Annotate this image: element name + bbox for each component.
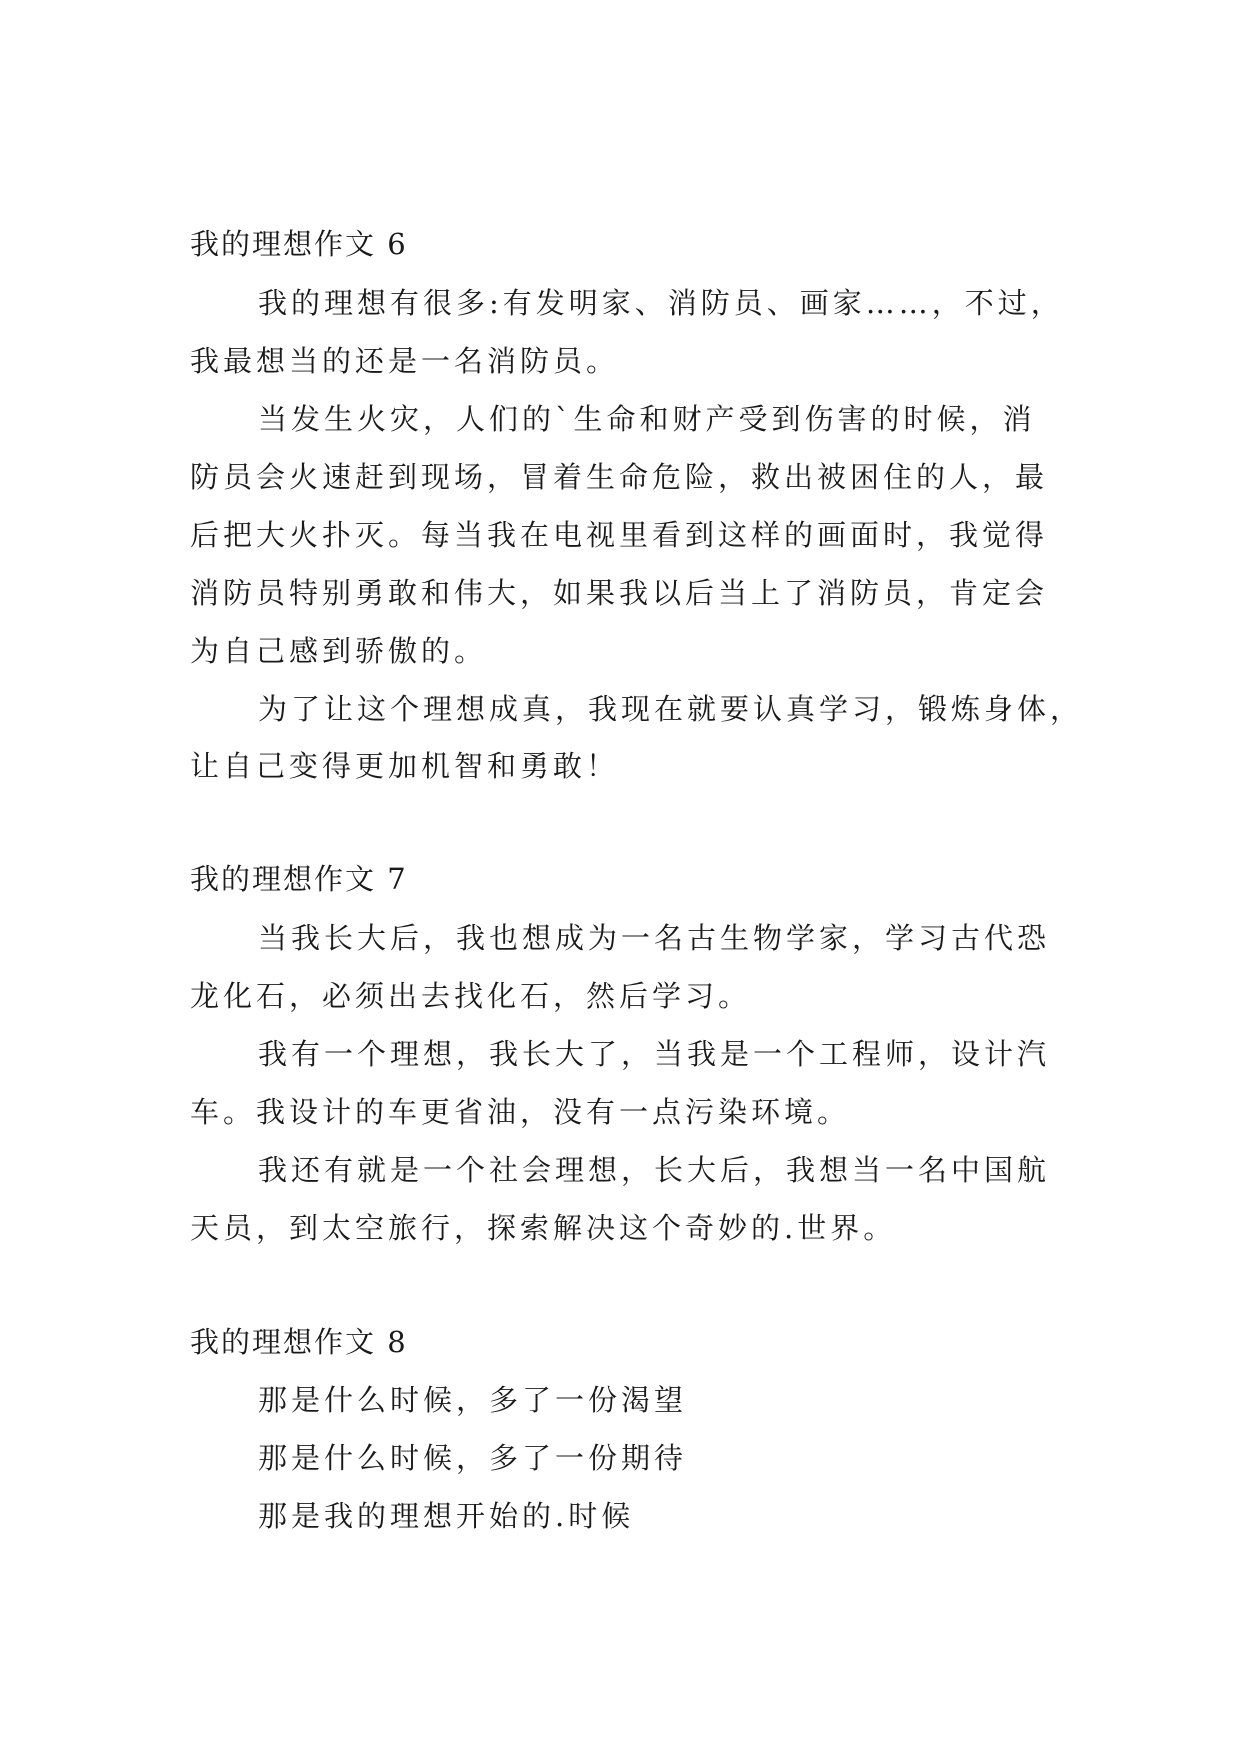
paragraph-line: 我还有就是一个社会理想，长大后，我想当一名中国航 bbox=[258, 1153, 1051, 1187]
paragraph-line: 当我长大后，我也想成为一名古生物学家，学习古代恐 bbox=[258, 921, 1051, 955]
paragraph-line: 那是什么时候，多了一份渴望 bbox=[258, 1383, 688, 1417]
paragraph-line: 我有一个理想，我长大了，当我是一个工程师，设计汽 bbox=[258, 1037, 1051, 1071]
section-title: 我的理想作文 6 bbox=[190, 227, 408, 261]
paragraph-line: 我最想当的还是一名消防员。 bbox=[190, 344, 620, 378]
paragraph-line: 为自己感到骄傲的。 bbox=[190, 634, 488, 668]
paragraph-line: 车。我设计的车更省油，没有一点污染环境。 bbox=[190, 1095, 851, 1129]
paragraph-line: 让自己变得更加机智和勇敢！ bbox=[190, 749, 620, 783]
paragraph-line: 我的理想有很多:有发明家、消防员、画家……，不过， bbox=[258, 286, 1064, 320]
paragraph-line: 那是什么时候，多了一份期待 bbox=[258, 1441, 688, 1475]
section-title: 我的理想作文 8 bbox=[190, 1325, 408, 1359]
paragraph-line: 防员会火速赶到现场，冒着生命危险，救出被困住的人，最 bbox=[190, 460, 1049, 494]
paragraph-line: 后把大火扑灭。每当我在电视里看到这样的画面时，我觉得 bbox=[190, 518, 1049, 552]
paragraph-line: 为了让这个理想成真，我现在就要认真学习，锻炼身体， bbox=[258, 692, 1084, 726]
paragraph-line: 当发生火灾，人们的`生命和财产受到伤害的时候，消 bbox=[258, 402, 1036, 436]
section-title: 我的理想作文 7 bbox=[190, 862, 408, 896]
paragraph-line: 消防员特别勇敢和伟大，如果我以后当上了消防员，肯定会 bbox=[190, 576, 1049, 610]
paragraph-line: 那是我的理想开始的.时候 bbox=[258, 1499, 635, 1533]
paragraph-line: 龙化石，必须出去找化石，然后学习。 bbox=[190, 979, 752, 1013]
paragraph-line: 天员，到太空旅行，探索解决这个奇妙的.世界。 bbox=[190, 1211, 897, 1245]
